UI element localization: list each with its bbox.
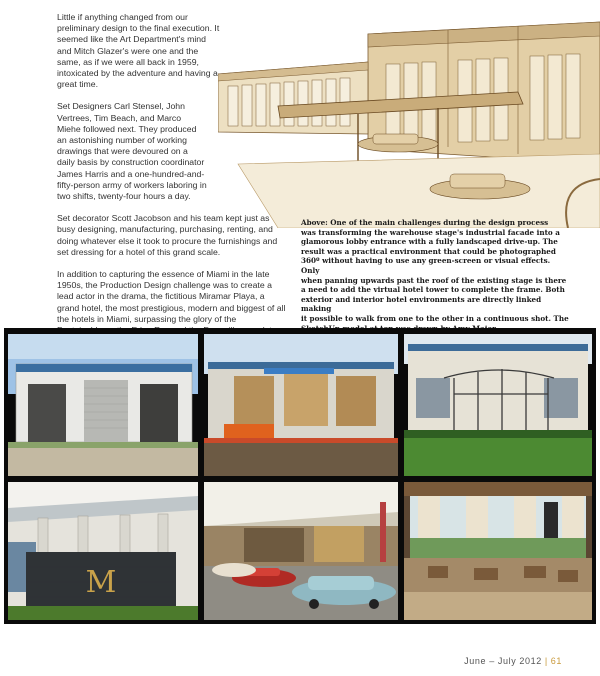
page-number: 61 xyxy=(550,656,562,666)
sketch-caption xyxy=(301,218,571,333)
body-paragraph: Set Designers Carl Stensel, John Vertrees, Tim Beach, and Marco Miehe followed next. They produced an astonishing number of working drawings that were devoured on a daily basis by construction coordinator James Harris and a one-hundred-and-fifty-person army of workers laboring in two shifts, twenty-four hours a day. xyxy=(57,101,207,202)
body-paragraph: Set decorator Scott Jacobson and his team kept just as busy designing, manufacturing, purchasing, renting, and doing whatever else it took to procure the furnishings and set dressing for a hotel of this grand scale. xyxy=(57,213,278,257)
hotel-lobby-interior-photo xyxy=(404,482,592,620)
body-paragraph: Little if anything changed from our preliminary design to the final execution. It seemed like the Art Department's mind and Mitch Glazer's were one and the same, as if we were all back in 1959, intoxicated by the adventure and having a great time. xyxy=(57,12,220,90)
footer-separator: | xyxy=(544,656,548,666)
caption-line: 360º without having to use any green-screen or visual effects. Only xyxy=(301,256,551,275)
caption-line: was transforming the warehouse stage's industrial facade into a xyxy=(301,227,560,237)
page-footer xyxy=(464,656,562,666)
facade-under-construction-photo xyxy=(204,334,398,476)
issue-date: June – July 2012 xyxy=(464,656,542,666)
caption-line: Above: One of the main challenges during the design process xyxy=(301,218,549,227)
hotel-entrance-logo-wall-photo xyxy=(8,482,198,620)
sketchup-model-illustration xyxy=(218,14,600,228)
photo-grid xyxy=(4,328,596,624)
caption-line: when panning upwards past the roof of the existing stage is there xyxy=(301,275,567,285)
caption-line: exterior and interior hotel environments are directly linked making xyxy=(301,294,542,314)
svg-text:M: M xyxy=(85,565,117,600)
caption-line: a need to add the virtual hotel tower to complete the frame. Both xyxy=(301,285,565,295)
body-paragraph: In addition to capturing the essence of Miami in the late 1950s, the Production Design challenge was to create a lead actor in the drama, the fictitious Miramar Playa, a grand hotel, the most prestigious, modern and biggest of all the hotels in Miami, surpassing the glory of the xyxy=(57,269,286,324)
drive-up-vintage-cars-photo xyxy=(204,482,398,620)
steel-frame-entrance-photo xyxy=(404,334,592,476)
caption-line: it possible to walk from one to the other in a continuous shot. The xyxy=(301,313,569,323)
warehouse-stage-exterior-photo xyxy=(8,334,198,476)
caption-line: result was a practical environment that could be photographed xyxy=(301,246,556,256)
caption-line: glamorous lobby entrance with a fully landscaped drive-up. The xyxy=(301,237,558,247)
